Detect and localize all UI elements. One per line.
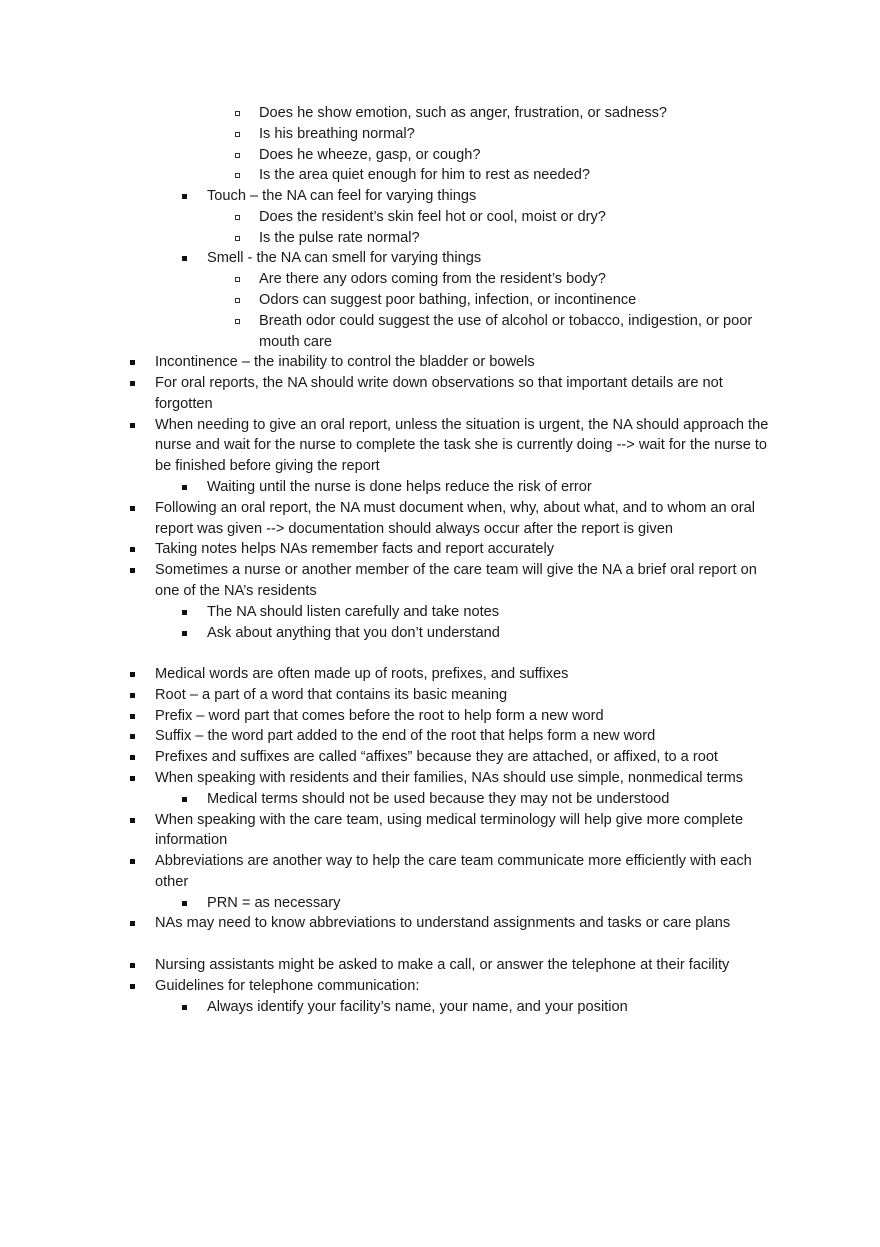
- square-bullet-icon: [130, 963, 135, 968]
- line-text: Suffix – the word part added to the end of the root that helps form a new word: [155, 728, 656, 745]
- line-text: Does he show emotion, such as anger, frustration, or sadness?: [259, 105, 668, 121]
- line-text: Odors can suggest poor bathing, infection, or incontinence: [259, 292, 637, 309]
- line-text: For oral reports, the NA should write down observations so that important details are not: [155, 375, 723, 392]
- square-bullet-icon: [130, 921, 135, 926]
- bullet-line-level-1: [155, 810, 743, 831]
- line-text: When needing to give an oral report, unless the situation is urgent, the NA should approach the: [155, 416, 769, 433]
- bullet-line-level-1: [155, 373, 723, 394]
- line-text: Guidelines for telephone communication:: [155, 977, 420, 994]
- line-text: Following an oral report, the NA must document when, why, about what, and to whom an oral: [155, 499, 756, 516]
- square-bullet-icon: [130, 672, 135, 677]
- square-bullet-icon: [130, 423, 135, 428]
- bullet-line-level-1: [155, 955, 729, 976]
- square-bullet-icon: [182, 256, 187, 261]
- square-bullet-icon: [130, 547, 135, 552]
- bullet-line-level-1: [155, 830, 227, 851]
- bullet-line-level-1: [155, 913, 730, 934]
- line-text: Breath odor could suggest the use of alcohol or tobacco, indigestion, or poor: [259, 312, 753, 329]
- bullet-line-level-1: [155, 664, 568, 685]
- bullet-line-level-1: [155, 726, 655, 747]
- bullet-line-level-1: [155, 415, 768, 436]
- line-text: When speaking with residents and their families, NAs should use simple, nonmedical terms: [155, 769, 744, 786]
- line-text: Waiting until the nurse is done helps reduce the risk of error: [207, 479, 592, 496]
- square-bullet-icon: [130, 734, 135, 739]
- line-text: Prefixes and suffixes are called “affixes” because they are attached, or affixed, to a root: [155, 749, 718, 766]
- bullet-line-level-2: [207, 997, 628, 1018]
- bullet-line-level-2: [207, 248, 481, 269]
- square-bullet-icon: [130, 755, 135, 760]
- bullet-line-level-3: [259, 103, 667, 124]
- line-text: Abbreviations are another way to help the care team communicate more efficiently with each: [155, 853, 752, 870]
- line-text: Is the area quiet enough for him to rest as needed?: [259, 167, 591, 184]
- square-bullet-icon: [130, 776, 135, 781]
- line-text: Smell - the NA can smell for varying things: [207, 250, 482, 267]
- line-text: Nursing assistants might be asked to make a call, or answer the telephone at their facility: [155, 956, 730, 973]
- square-bullet-icon: [182, 1005, 187, 1010]
- hollow-square-bullet-icon: [235, 132, 240, 137]
- square-bullet-icon: [130, 984, 135, 989]
- line-text: Medical terms should not be used because they may not be understood: [207, 790, 670, 807]
- line-text: be finished before giving the report: [155, 458, 380, 475]
- line-text: Ask about anything that you don’t understand: [207, 624, 500, 641]
- square-bullet-icon: [130, 506, 135, 511]
- bullet-line-level-1: [155, 456, 380, 477]
- hollow-square-bullet-icon: [235, 111, 240, 116]
- bullet-line-level-1: [155, 394, 213, 415]
- line-text: information: [155, 832, 228, 849]
- bullet-line-level-1: [155, 768, 743, 789]
- line-text: Root – a part of a word that contains its basic meaning: [155, 686, 508, 703]
- line-text: Does the resident’s skin feel hot or cool, moist or dry?: [259, 208, 606, 225]
- line-text: mouth care: [259, 333, 333, 350]
- bullet-line-level-1: [155, 706, 604, 727]
- bullet-line-level-3: [259, 124, 415, 145]
- bullet-line-level-3: [259, 332, 332, 353]
- square-bullet-icon: [182, 631, 187, 636]
- square-bullet-icon: [130, 381, 135, 386]
- line-text: nurse and wait for the nurse to complete the task she is currently doing --> wait for the nurse to: [155, 437, 768, 454]
- line-text: PRN = as necessary: [207, 894, 341, 911]
- line-text: Is the pulse rate normal?: [259, 229, 420, 246]
- line-text: Is his breathing normal?: [259, 125, 415, 142]
- square-bullet-icon: [130, 859, 135, 864]
- bullet-line-level-1: [155, 747, 718, 768]
- line-text: Are there any odors coming from the resident’s body?: [259, 271, 606, 288]
- bullet-line-level-3: [259, 165, 590, 186]
- bullet-line-level-2: [207, 186, 476, 207]
- bullet-line-level-1: [155, 872, 188, 893]
- bullet-line-level-3: [259, 228, 420, 249]
- bullet-line-level-3: [259, 207, 606, 228]
- bullet-line-level-1: [155, 976, 419, 997]
- line-text: forgotten: [155, 395, 213, 412]
- line-text: Incontinence – the inability to control the bladder or bowels: [155, 354, 535, 371]
- bullet-line-level-1: [155, 685, 507, 706]
- line-text: Prefix – word part that comes before the root to help form a new word: [155, 707, 604, 724]
- bullet-line-level-1: [155, 352, 535, 373]
- hollow-square-bullet-icon: [235, 236, 240, 241]
- bullet-line-level-3: [259, 269, 606, 290]
- square-bullet-icon: [130, 693, 135, 698]
- hollow-square-bullet-icon: [235, 319, 240, 324]
- bullet-line-level-1: [155, 498, 755, 519]
- hollow-square-bullet-icon: [235, 298, 240, 303]
- line-text: one of the NA’s residents: [155, 582, 317, 599]
- hollow-square-bullet-icon: [235, 153, 240, 158]
- bullet-line-level-3: [259, 290, 636, 311]
- hollow-square-bullet-icon: [235, 277, 240, 282]
- bullet-line-level-2: [207, 477, 592, 498]
- hollow-square-bullet-icon: [235, 215, 240, 220]
- bullet-line-level-3: [259, 145, 481, 166]
- square-bullet-icon: [182, 194, 187, 199]
- bullet-line-level-2: [207, 623, 500, 644]
- bullet-line-level-1: [155, 519, 673, 540]
- bullet-line-level-2: [207, 602, 499, 623]
- bullet-line-level-1: [155, 539, 554, 560]
- square-bullet-icon: [130, 360, 135, 365]
- line-text: Does he wheeze, gasp, or cough?: [259, 146, 481, 163]
- hollow-square-bullet-icon: [235, 173, 240, 178]
- square-bullet-icon: [130, 818, 135, 823]
- bullet-line-level-3: [259, 311, 752, 332]
- line-text: NAs may need to know abbreviations to understand assignments and tasks or care plans: [155, 915, 731, 932]
- line-text: The NA should listen carefully and take notes: [207, 603, 500, 620]
- square-bullet-icon: [182, 797, 187, 802]
- square-bullet-icon: [182, 901, 187, 906]
- line-text: Touch – the NA can feel for varying things: [207, 188, 477, 205]
- line-text: other: [155, 873, 189, 890]
- bullet-line-level-2: [207, 893, 340, 914]
- square-bullet-icon: [130, 714, 135, 719]
- bullet-line-level-1: [155, 560, 757, 581]
- line-text: report was given --> documentation should always occur after the report is given: [155, 520, 673, 537]
- bullet-line-level-1: [155, 435, 767, 456]
- line-text: Taking notes helps NAs remember facts and report accurately: [155, 541, 555, 558]
- square-bullet-icon: [182, 485, 187, 490]
- line-text: Medical words are often made up of roots, prefixes, and suffixes: [155, 666, 569, 683]
- line-text: Sometimes a nurse or another member of the care team will give the NA a brief oral report on: [155, 562, 757, 579]
- bullet-line-level-1: [155, 851, 752, 872]
- square-bullet-icon: [182, 610, 187, 615]
- square-bullet-icon: [130, 568, 135, 573]
- line-text: When speaking with the care team, using medical terminology will help give more complete: [155, 811, 744, 828]
- line-text: Always identify your facility’s name, your name, and your position: [207, 998, 628, 1015]
- bullet-line-level-2: [207, 789, 669, 810]
- bullet-line-level-1: [155, 581, 317, 602]
